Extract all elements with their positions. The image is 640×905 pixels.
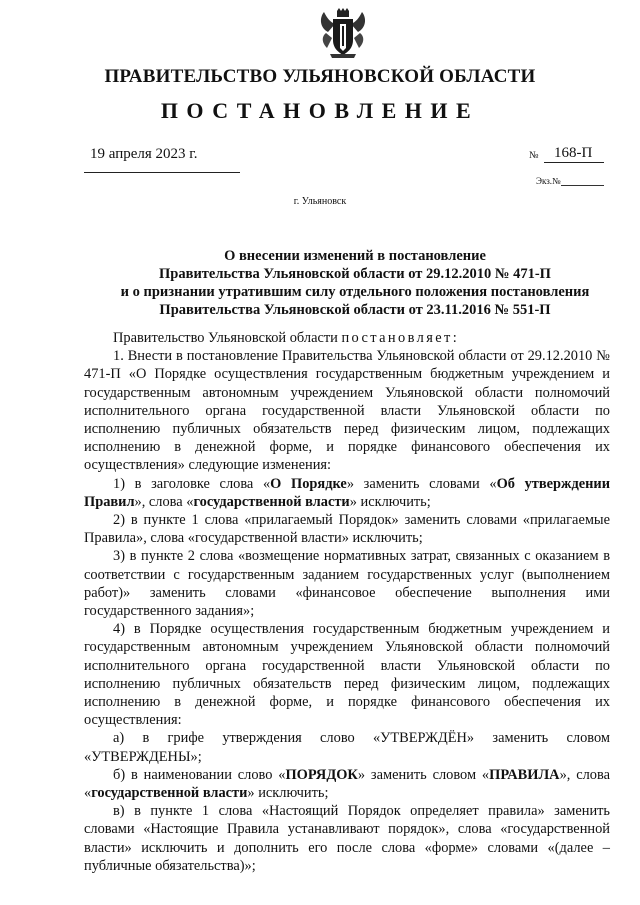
document-number: 168-П (544, 145, 604, 163)
number-label: № (529, 150, 539, 161)
city: г. Ульяновск (293, 196, 347, 207)
subject-line: Правительства Ульяновской области от 23.11.2016 № 551-П (159, 302, 551, 318)
document-type: ПОСТАНОВЛЕНИЕ (160, 98, 480, 123)
subitem-a: а) в грифе утверждения слово «УТВЕРЖДЁН» заменить словом «УТВЕРЖДЕНЫ»; (84, 730, 610, 765)
item-1: 1. Внести в постановление Правительства Ульяновской области от 29.12.2010 № 471-П «О Порядке осуществления государственным бюджетным учреждением и государственным автономным учреждением Ульяновской области полномочий исполнительного органа государственной власти Ульяновской области по исполнению публичных обязательств перед физическим лицом, подлежащих исполнению в денежной форме, и порядке финансового обеспечения их осуществления» следующие изменения: (84, 348, 610, 474)
date-underline (84, 172, 240, 173)
preamble-verb: постановляет: (341, 330, 460, 346)
subject-line: и о признании утратившим силу отдельного положения постановления (120, 284, 590, 300)
subitem-b: б) в наименовании слово «ПОРЯДОК» заменить словом «ПРАВИЛА», слова «государственной власти» исключить; (84, 766, 610, 802)
subitem-1: 1) в заголовке слова «О Порядке» заменить словами «Об утверждении Правил», слова «государственной власти» исключить; (84, 475, 611, 510)
subitem-v: в) в пункте 1 слова «Настоящий Порядок определяет правила» заменить словами «Настоящие Правила устанавливают порядок», слова «государственной власти» исключить и дополнить его после слова «форме» словами «(далее – публичные обязательства)»; (84, 803, 610, 874)
subitem-2: 2) в пункте 1 слова «прилагаемый Порядок» заменить словами «прилагаемые Правила», слова «государственной власти» исключить; (84, 512, 610, 547)
copy-number-label: Экз.№ (536, 176, 561, 186)
government-title: ПРАВИТЕЛЬСТВО УЛЬЯНОВСКОЙ ОБЛАСТИ (104, 66, 536, 87)
copy-number-underline (561, 185, 604, 186)
subject-line: О внесении изменений в постановление (224, 248, 486, 264)
coat-of-arms-emblem (318, 8, 368, 60)
document-date: 19 апреля 2023 г. (90, 146, 198, 162)
subject-line: Правительства Ульяновской области от 29.12.2010 № 471-П (159, 266, 551, 282)
document-body (84, 329, 610, 875)
document-subject (70, 247, 640, 319)
preamble: Правительство Ульяновской области постановляет: (113, 330, 460, 346)
subitem-4: 4) в Порядке осуществления государственным бюджетным учреждением и государственным автономным учреждением Ульяновской области полномочий исполнительного органа государственной власти Ульяновской области по исполнению публичных обязательств перед физическим лицом, подлежащих исполнению в денежной форме, и порядке финансового обеспечения их осуществления: (84, 621, 610, 729)
subitem-3: 3) в пункте 2 слова «возмещение нормативных затрат, связанных с оказанием в соответствии с государственным заданием государственных услуг (выполнением работ)» заменить словами «финансовое обеспечение выполнения ими государственного задания»; (84, 548, 610, 620)
